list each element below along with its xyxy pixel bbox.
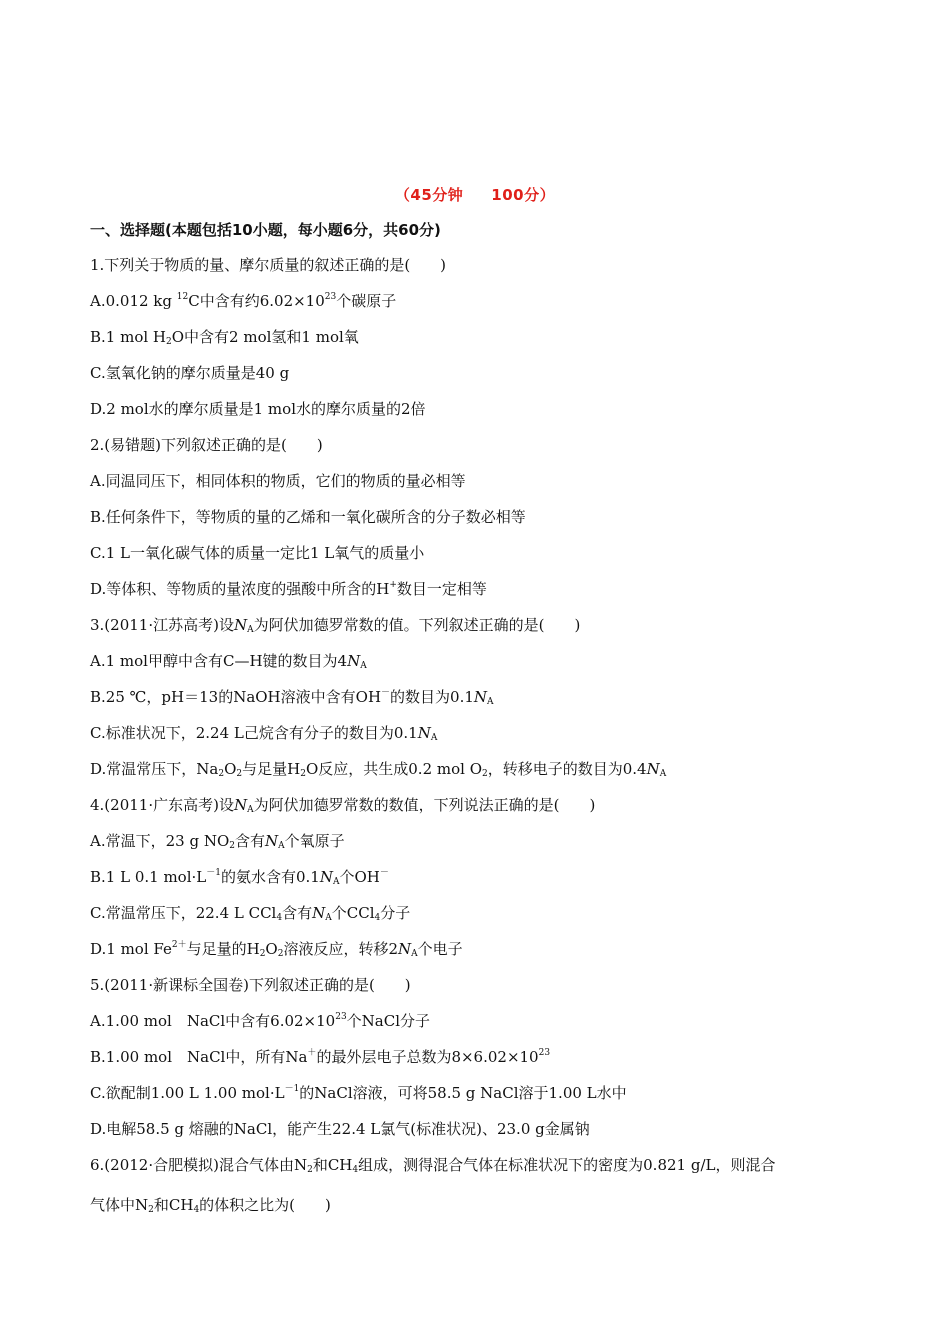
answer-option: B.1 L 0.1 $mol\cdot L^{-1}$的氨水含有$0.1N_A$个OH－ <box>90 868 389 887</box>
answer-option: C.1 L一氧化碳气体的质量一定比1 L氧气的质量小 <box>90 544 425 562</box>
answer-option: A.0.012 kg $^{12}$C中含有约$6.02\times 10^{23}$个碳原子 <box>90 292 397 310</box>
answer-option: B.25 ℃，pH＝13的NaOH溶液中含有OH－的数目为$0.1N_A$ <box>90 688 494 707</box>
answer-option: C.标准状况下，2.24 L己烷含有分子的数目为$0.1N_A$ <box>90 724 438 743</box>
answer-option: C.氢氧化钠的摩尔质量是40 g <box>90 364 290 382</box>
time-score-header <box>0 184 950 205</box>
section-title: 一、选择题(本题包括10小题，每小题6分，共60分) <box>90 221 441 239</box>
question-stem: 4.(2011·广东高考)设$N_A$为阿伏加德罗常数的数值，下列说法正确的是( ) <box>90 796 596 815</box>
answer-option: D.电解58.5 g 熔融的NaCl，能产生22.4 L氯气(标准状况)、23.0 g金属钠 <box>90 1120 590 1138</box>
answer-option: A.1.00 mol NaCl中含有$6.02\times 10^{23}$个NaCl分子 <box>90 1012 431 1030</box>
answer-option: D.1 mol $Fe^{2+}$与足量的$H_2O_2$溶液反应，转移$2N_A$个电子 <box>90 940 463 959</box>
time-label: （45分钟 <box>394 186 464 204</box>
question-stem: 2.(易错题)下列叙述正确的是( ) <box>90 436 323 454</box>
answer-option: A.1 mol甲醇中含有C—H键的数目为$4N_A$ <box>90 652 367 671</box>
question-stem: 1.下列关于物质的量、摩尔质量的叙述正确的是( ) <box>90 256 447 274</box>
question-stem: 6.(2012·合肥模拟)混合气体由$N_2$和$CH_4$组成，测得混合气体在标准状况下的密度为0.821 g/L，则混合 <box>90 1156 776 1175</box>
answer-option: B.1.00 mol NaCl中，所有Na＋的最外层电子总数为$8\times 6.02\times 10^{23}$ <box>90 1048 551 1066</box>
question-stem-continued: 气体中$N_2$和$CH_4$的体积之比为( ) <box>90 1196 331 1215</box>
answer-option: B.任何条件下，等物质的量的乙烯和一氧化碳所含的分子数必相等 <box>90 508 526 526</box>
score-label: 100分） <box>491 186 556 204</box>
answer-option: D.等体积、等物质的量浓度的强酸中所含的H+数目一定相等 <box>90 580 487 598</box>
answer-option: C.常温常压下，22.4 L CCl$_4$含有$N_A$个CCl$_4$分子 <box>90 904 411 923</box>
answer-option: A.常温下，23 g $NO_2$含有$N_A$个氧原子 <box>90 832 345 851</box>
answer-option: A.同温同压下，相同体积的物质，它们的物质的量必相等 <box>90 472 466 490</box>
answer-option: C.欲配制1.00 L 1.00 $mol\cdot L^{-1}$的NaCl溶液，可将58.5 g NaCl溶于1.00 L水中 <box>90 1084 627 1102</box>
question-stem: 3.(2011·江苏高考)设$N_A$为阿伏加德罗常数的值。下列叙述正确的是( ) <box>90 616 581 635</box>
answer-option: B.1 mol $H_2O$中含有2 mol氢和1 mol氧 <box>90 328 359 347</box>
answer-option: D.2 mol水的摩尔质量是1 mol水的摩尔质量的2倍 <box>90 400 426 418</box>
answer-option: D.常温常压下，$Na_2O_2$与足量$H_2O$反应，共生成0.2 mol $O_2$，转移电子的数目为$0.4N_A$ <box>90 760 667 779</box>
question-stem: 5.(2011·新课标全国卷)下列叙述正确的是( ) <box>90 976 411 994</box>
